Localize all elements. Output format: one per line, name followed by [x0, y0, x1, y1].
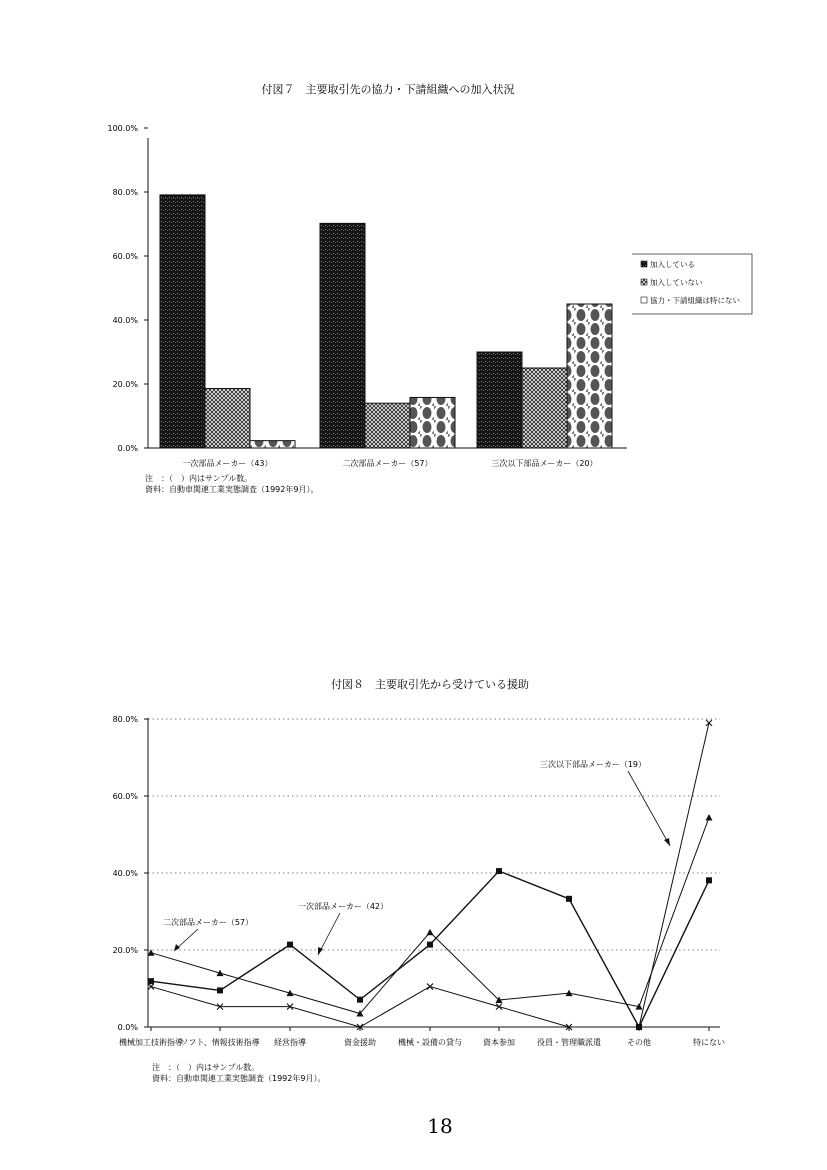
chart2-category-label: 機械・設備の貸与	[398, 1038, 462, 1047]
chart1-bar	[320, 223, 365, 448]
legend-swatch-none	[641, 297, 647, 303]
chart1-bar	[205, 388, 250, 448]
chart2-ytick-label: 20.0%	[112, 946, 138, 955]
page-number: 18	[427, 1114, 453, 1138]
annotation-tertiary-arrow	[628, 771, 670, 846]
chart1-bar	[410, 397, 455, 448]
chart2-point-triangle	[427, 929, 434, 936]
legend-swatch-joined	[641, 261, 647, 267]
chart1-ytick-label: 40.0%	[112, 316, 138, 325]
annotation-secondary-arrowhead	[174, 944, 180, 951]
annotation-primary-label: 一次部品メーカー（42）	[298, 902, 389, 911]
chart2-point-square	[357, 997, 363, 1003]
chart2-category-label: 経営指導	[274, 1038, 306, 1047]
chart2-point-square	[566, 896, 572, 902]
chart1-note: 注 ：（ ）内はサンプル数。	[145, 474, 253, 483]
chart1-category-label: 三次以下部品メーカー（20）	[491, 459, 598, 468]
chart2-annotation-tertiary	[540, 759, 670, 846]
chart1-bar	[522, 368, 567, 448]
chart2-ytick-label: 0.0%	[117, 1023, 138, 1032]
annotation-tertiary-label: 三次以下部品メーカー（19）	[540, 760, 647, 769]
chart2-source: 資料：自動車関連工業実態調査（1992年9月）。	[152, 1074, 326, 1083]
chart1-bar	[567, 304, 612, 448]
chart2-point-square	[148, 978, 154, 984]
chart1-category-label: 二次部品メーカー（57）	[342, 459, 433, 468]
chart1-ytick-label: 60.0%	[112, 252, 138, 261]
chart1-ytick-label: 0.0%	[117, 444, 138, 453]
chart2-point-x	[496, 1004, 502, 1010]
line-chart-figure8	[113, 677, 725, 1083]
annotation-tertiary-arrowhead	[664, 838, 670, 846]
chart2-note: 注 ：（ ）内はサンプル数。	[152, 1063, 260, 1072]
chart2-point-x	[427, 984, 433, 990]
chart1-legend	[632, 254, 752, 314]
chart2-category-label: 役員・管理職派遣	[537, 1038, 601, 1047]
chart2-series-line	[151, 818, 709, 1014]
chart2-gridlines	[148, 719, 720, 950]
legend-label-not-joined: 加入していない	[650, 278, 703, 287]
chart1-y-ticks	[107, 124, 148, 453]
chart1-source: 資料：自動車関連工業実態調査（1992年9月）。	[145, 485, 319, 494]
chart2-ytick-label: 60.0%	[112, 792, 138, 801]
chart1-category-label: 一次部品メーカー（43）	[182, 459, 273, 468]
annotation-secondary-label: 二次部品メーカー（57）	[163, 918, 254, 927]
chart1-ytick-label: 100.0%	[107, 124, 138, 133]
chart2-ytick-label: 40.0%	[112, 869, 138, 878]
chart1-bar	[160, 195, 205, 448]
chart2-category-label: 資本参加	[483, 1038, 515, 1047]
chart1-category-labels	[182, 458, 597, 468]
chart2-point-square	[496, 868, 502, 874]
chart2-point-square	[706, 877, 712, 883]
chart2-category-label: その他	[627, 1038, 651, 1047]
chart2-point-x	[148, 984, 154, 990]
chart2-point-square	[427, 942, 433, 948]
chart2-point-triangle	[706, 814, 713, 821]
chart1-bar	[477, 352, 522, 448]
chart2-y-ticks	[113, 715, 148, 1032]
legend-label-none: 協力・下請組織は特にない	[650, 296, 740, 305]
chart1-bars	[160, 195, 612, 448]
chart2-category-label: 特にない	[693, 1038, 725, 1047]
chart1-bar	[365, 403, 410, 448]
chart1-ytick-label: 20.0%	[112, 380, 138, 389]
legend-swatch-not-joined	[641, 279, 647, 285]
chart2-ytick-label: 80.0%	[112, 715, 138, 724]
legend-label-joined: 加入している	[650, 260, 695, 269]
chart1-title: 付図７ 主要取引先の協力・下請組織への加入状況	[261, 83, 515, 96]
chart2-title: 付図８ 主要取引先から受けている援助	[331, 678, 529, 691]
annotation-primary-arrowhead	[318, 947, 323, 955]
chart2-category-label: 機械加工技術指導	[119, 1038, 183, 1047]
bar-chart-figure7	[107, 82, 752, 494]
chart2-point-square	[217, 987, 223, 993]
chart2-annotation-primary	[298, 901, 388, 955]
chart2-category-label: ソフト、情報技術指導	[180, 1038, 260, 1047]
chart1-ytick-label: 80.0%	[112, 188, 138, 197]
chart2-point-square	[287, 942, 293, 948]
chart2-category-label: 資金援助	[344, 1038, 376, 1047]
chart2-category-labels	[119, 1027, 725, 1047]
chart2-annotation-secondary	[163, 917, 253, 951]
chart1-bar	[250, 441, 295, 448]
